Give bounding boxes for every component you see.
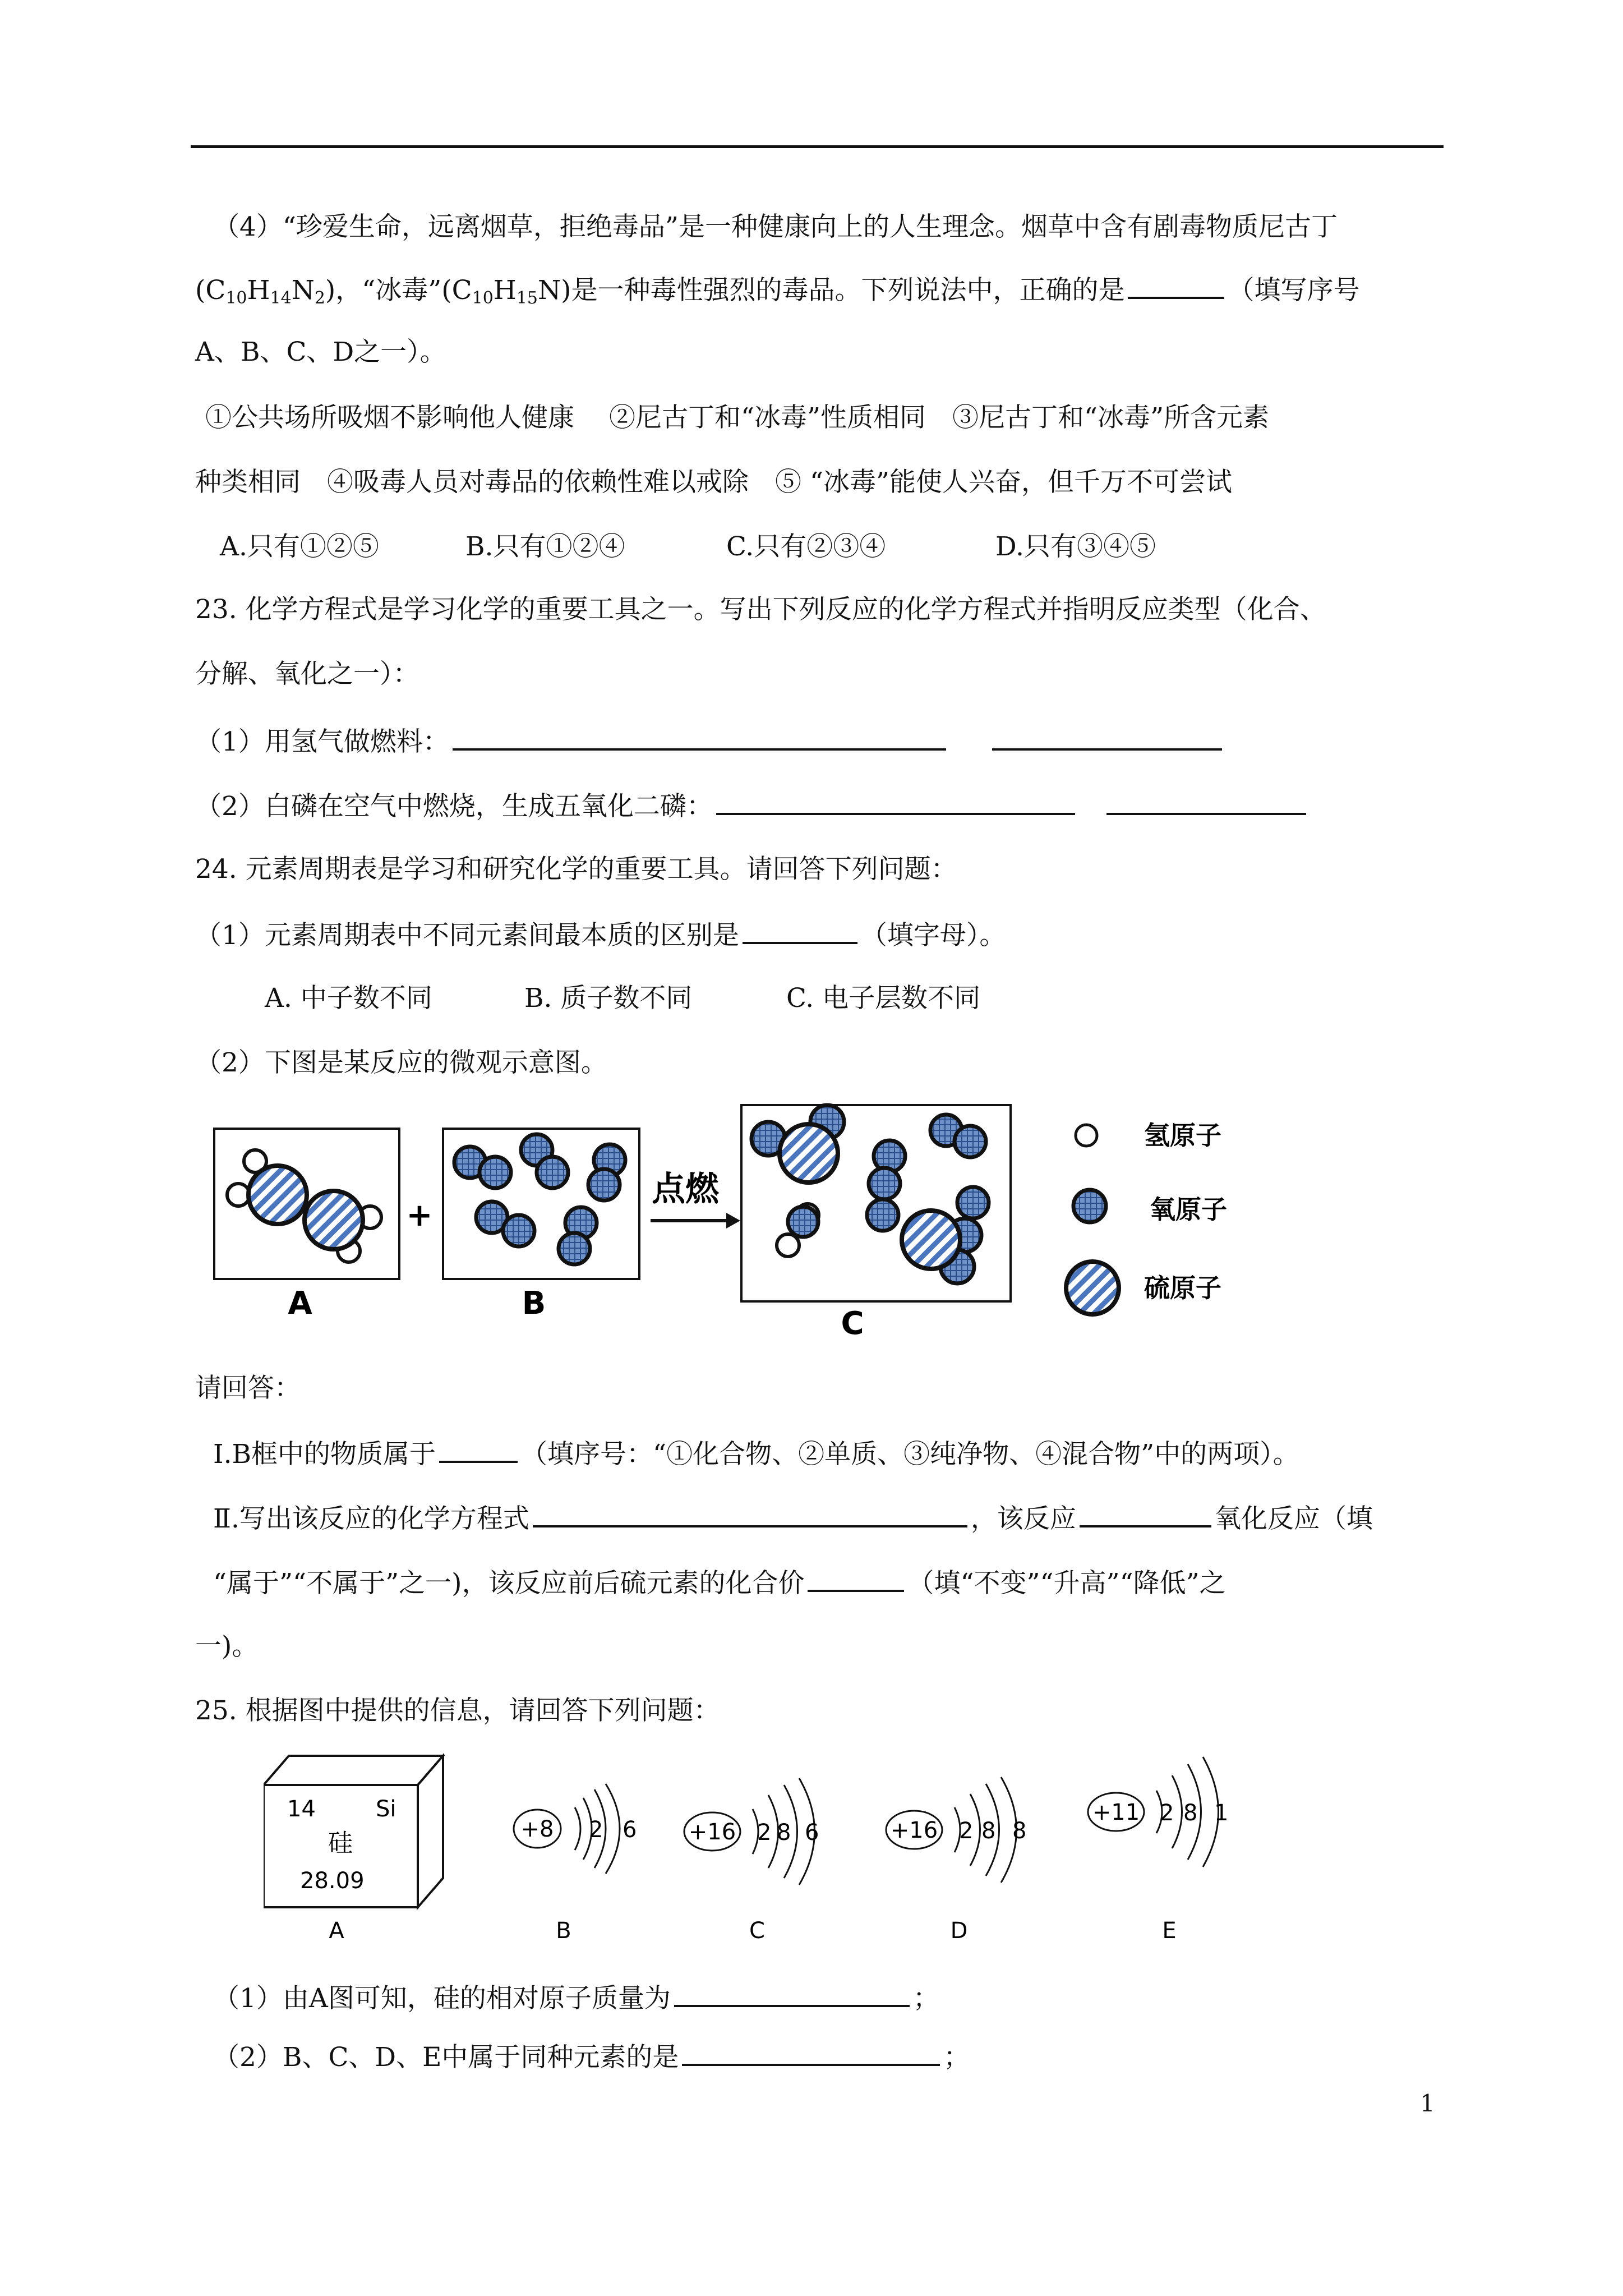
box-a-label: A [288,1285,312,1322]
answer-blank[interactable] [682,2039,940,2066]
h2o-molecule [777,1204,819,1257]
header-rule [191,145,1444,148]
legend-sulfur: 硫原子 [1144,1273,1221,1303]
legend-oxygen: 氧原子 [1150,1194,1227,1225]
q22-4-choice-d: D.只有③④⑤ [995,531,1156,562]
arrow-label: 点燃 [652,1170,719,1209]
shell-b-2: 6 [623,1817,637,1843]
q22-4-statements2: 种类相同 ④吸毒人员对毒品的依赖性难以戒除 ⑤ “冰毒”能使人兴奋，但千万不可尝试 [195,467,1232,498]
plus-sign: + [406,1197,433,1234]
legend-hydrogen: 氢原子 [1144,1120,1221,1151]
q24-item2: （2）下图是某反应的微观示意图。 [195,1047,607,1078]
q24-roman1: Ⅰ.B框中的物质属于 （填序号：“①化合物、②单质、③纯净物、④混合物”中的两项）。 [213,1436,1299,1471]
label-b: B [556,1918,571,1944]
box-b-label: B [522,1285,546,1322]
q22-4-line3: A、B、C、D之一）。 [195,337,446,367]
reaction-type-blank[interactable] [1106,788,1306,815]
label-e: E [1162,1918,1177,1944]
q24-line1: 24. 元素周期表是学习和研究化学的重要工具。请回答下列问题： [195,854,957,885]
label-c: C [749,1918,765,1944]
answer-blank[interactable] [1128,272,1224,299]
atomic-number: 14 [287,1796,316,1822]
atomic-mass: 28.09 [300,1868,365,1894]
label-a: A [329,1918,344,1944]
shell-d-3: 8 [1012,1818,1027,1844]
sulfur-legend-icon [1066,1262,1119,1314]
equation-blank[interactable] [533,1501,967,1527]
box-c-label: C [841,1305,864,1342]
q24-roman2: Ⅱ.写出该反应的化学方程式 ，该反应 氧化反应（填 [213,1501,1373,1536]
q24-roman2-line2: “属于”“不属于”之一)，该反应前后硫元素的化合价 （填“不变”“升高”“降低”之 [213,1565,1226,1600]
element-name: 硅 [328,1829,353,1857]
q22-4-choice-c: C.只有②③④ [726,531,886,562]
nucleus-b: +8 [520,1816,554,1842]
element-symbol: Si [376,1796,396,1822]
so2-molecule [751,1105,844,1182]
nucleus-d: +16 [890,1818,938,1843]
page-number: 1 [1420,2090,1435,2117]
shell-d-2: 8 [981,1818,996,1844]
q23-item2: （2）白磷在空气中燃烧，生成五氧化二磷： [195,788,1310,823]
hydrogen-legend-icon [1076,1125,1097,1146]
h2s-molecule [305,1191,381,1262]
answer-blank[interactable] [674,1980,910,2007]
q25-line1: 25. 根据图中提供的信息，请回答下列问题： [195,1695,720,1726]
shell-b-1: 2 [589,1817,603,1843]
q23-line1: 23. 化学方程式是学习化学的重要工具之一。写出下列反应的化学方程式并指明反应类型（化合、 [195,594,1326,625]
shell-c-1: 2 [757,1820,772,1846]
q24-roman2-line3: 一)。 [195,1631,259,1662]
shell-e-2: 8 [1183,1800,1198,1826]
shell-c-2: 8 [777,1820,791,1846]
answer-blank[interactable] [743,917,857,944]
q24-item1: （1）元素周期表中不同元素间最本质的区别是 （填字母）。 [195,917,1006,953]
answer-blank[interactable] [1080,1501,1211,1527]
q22-4-choice-a: A.只有①②⑤ [220,531,379,562]
q25-item1: （1）由A图可知，硅的相对原子质量为 ； [213,1980,939,2016]
q24-choice-b: B. 质子数不同 [524,983,693,1014]
answer-prompt: 请回答： [195,1373,301,1404]
reaction-type-blank[interactable] [992,724,1222,751]
reaction-diagram [202,1088,1267,1358]
h2s-molecule [227,1150,307,1224]
equation-blank[interactable] [716,788,1075,815]
label-d: D [950,1918,968,1944]
equation-blank[interactable] [453,724,946,751]
oxygen-legend-icon [1073,1190,1106,1222]
o2-molecules [454,1134,625,1264]
answer-blank[interactable] [808,1565,904,1592]
q24-choice-c: C. 电子层数不同 [786,983,981,1014]
q23-item1: （1）用氢气做燃料： [195,724,1225,759]
answer-blank[interactable] [439,1436,518,1463]
shell-e-3: 1 [1214,1800,1229,1826]
q22-4-choice-b: B.只有①②④ [465,531,625,562]
shell-d-1: 2 [959,1818,974,1844]
atom-structure-figure [264,1745,1273,1947]
q23-line2: 分解、氧化之一）： [195,659,419,689]
q22-4-line1: （4）“珍爱生命，远离烟草，拒绝毒品”是一种健康向上的人生理念。烟草中含有剧毒物质尼古丁 [213,211,1338,242]
q22-4-statements1: ①公共场所吸烟不影响他人健康 ②尼古丁和“冰毒”性质相同 ③尼古丁和“冰毒”所含元素 [205,402,1270,433]
nucleus-c: +16 [688,1819,736,1845]
shell-c-3: 6 [805,1820,819,1846]
shell-e-1: 2 [1160,1800,1174,1826]
nucleus-e: +11 [1092,1800,1140,1825]
so2-molecule [902,1211,981,1283]
q25-item2: （2）B、C、D、E中属于同种元素的是 ； [213,2039,970,2074]
q24-choice-a: A. 中子数不同 [265,983,432,1014]
q22-4-line2: $(C_{10}H_{14}N_2)$，“冰毒$”(C_{10}H_{15}N)$是一种毒性强烈的毒品。下列说法中，正确的是 （填写序号 [195,272,1359,307]
